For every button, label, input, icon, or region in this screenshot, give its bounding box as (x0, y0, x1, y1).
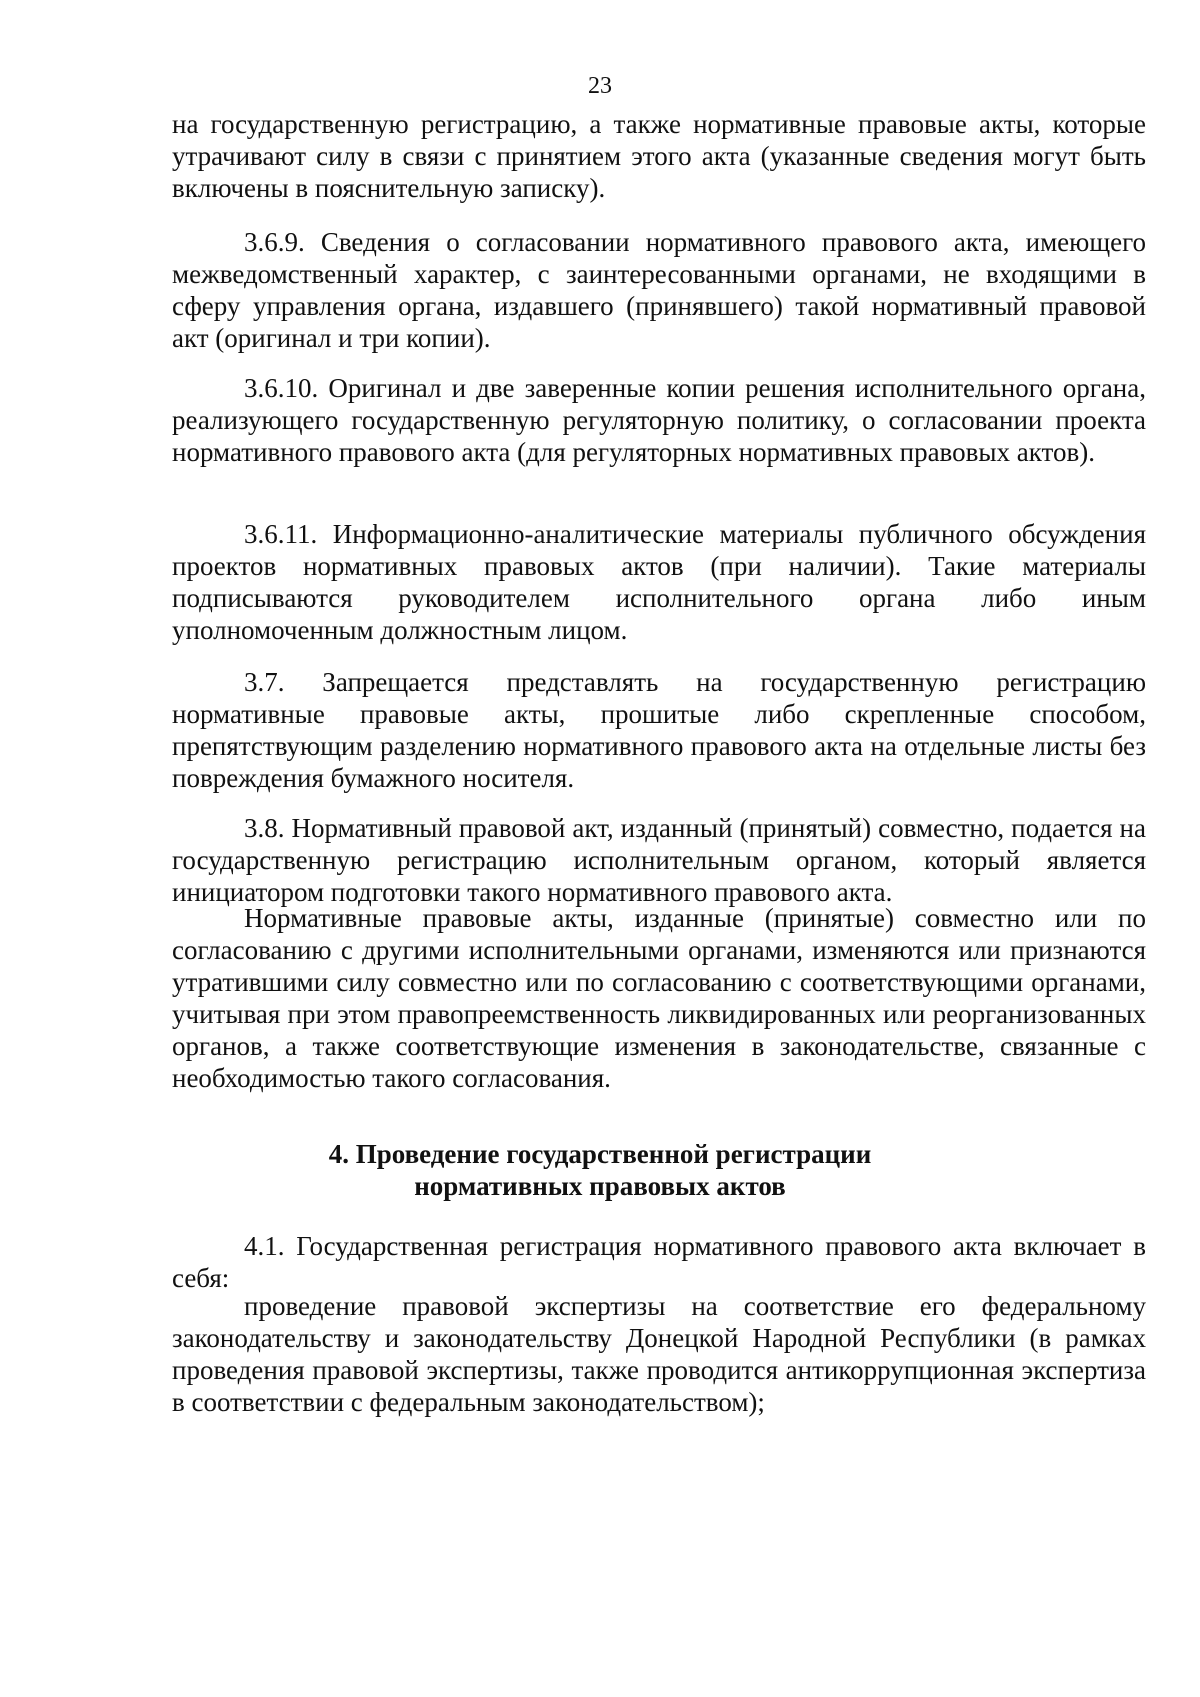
paragraph-3-8-continuation: Нормативные правовые акты, изданные (принятые) совместно или по согласованию с другими исполнительными органами, изменяются или признаются утратившими силу совместно или по согласованию с соответствующими органами, учитывая при этом правопреемственность ликвидированных или реорганизованных органов, а также соответствующие изменения в законодательстве, связанные с необходимостью такого согласования. (172, 903, 1146, 1093)
section-heading-line-1: 4. Проведение государственной регистрации (328, 1139, 872, 1169)
paragraph-3-6-9: 3.6.9. Сведения о согласовании нормативного правового акта, имеющего межведомственный характер, с заинтересованными органами, не входящими в сферу управления органа, издавшего (принявшего) такой нормативный правовой акт (оригинал и три копии). (172, 227, 1146, 353)
paragraph-3-6-10: 3.6.10. Оригинал и две заверенные копии решения исполнительного органа, реализующего государственную регуляторную политику, о согласовании проекта нормативного правового акта (для регуляторных нормативных правовых актов). (172, 373, 1146, 467)
paragraph-legal-expertise: проведение правовой экспертизы на соответствие его федеральному законодательству и законодательству Донецкой Народной Республики (в рамках проведения правовой экспертизы, также проводится антикоррупционная экспертиза в соответствии с федеральным законодательством); (172, 1291, 1146, 1417)
paragraph-4-1: 4.1. Государственная регистрация нормативного правового акта включает в себя: (172, 1231, 1146, 1293)
paragraph-continuation: на государственную регистрацию, а также нормативные правовые акты, которые утрачивают силу в связи с принятием этого акта (указанные сведения могут быть включены в пояснительную записку). (172, 109, 1146, 203)
paragraph-3-7: 3.7. Запрещается представлять на государственную регистрацию нормативные правовые акты, прошитые либо скрепленные способом, препятствующим разделению нормативного правового акта на отдельные листы без повреждения бумажного носителя. (172, 667, 1146, 793)
section-heading (0, 1138, 1200, 1202)
paragraph-3-8: 3.8. Нормативный правовой акт, изданный (принятый) совместно, подается на государственную регистрацию исполнительным органом, который является инициатором подготовки такого нормативного правового акта. (172, 813, 1146, 907)
page-number: 23 (588, 73, 612, 99)
paragraph-3-6-11: 3.6.11. Информационно-аналитические материалы публичного обсуждения проектов нормативных правовых актов (при наличии). Такие материалы подписываются руководителем исполнительного органа либо иным уполномоченным должностным лицом. (172, 519, 1146, 645)
section-heading-line-2: нормативных правовых актов (414, 1171, 786, 1201)
